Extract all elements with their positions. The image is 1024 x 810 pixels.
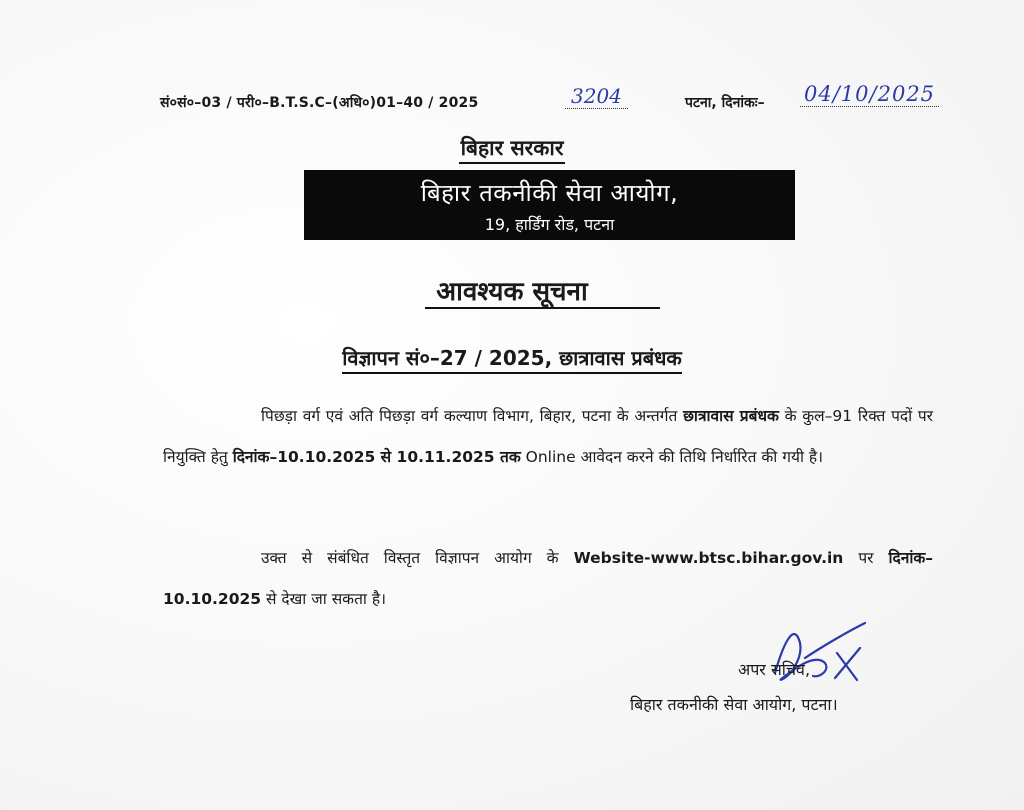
paragraph-schedule: पिछड़ा वर्ग एवं अति पिछड़ा वर्ग कल्याण विभाग, बिहार, पटना के अन्तर्गत छात्रावास प्रबंधक के कुल–91 रिक्त पदों पर नियुक्ति हेतु दिनांक–10.10.2025 से 10.11.2025 तक Online आवेदन करने की तिथि निर्धारित की गयी है। — [163, 407, 933, 466]
commission-address: 19, हार्डिंग रोड, पटना — [484, 215, 615, 234]
commission-name: बिहार तकनीकी सेवा आयोग, — [420, 179, 679, 207]
website-link[interactable]: Website-www.btsc.bihar.gov.in — [573, 549, 844, 567]
date-label: पटना, दिनांकः– — [685, 95, 765, 111]
handwritten-reference: 3204 — [565, 84, 628, 109]
handwritten-date: 04/10/2025 — [800, 82, 939, 107]
advertisement-heading: विज्ञापन सं०–27 / 2025, छात्रावास प्रबंधक — [0, 344, 1024, 371]
notice-title: आवश्यक सूचना — [436, 277, 588, 307]
reference-line — [160, 82, 960, 118]
signatory-office: बिहार तकनीकी सेवा आयोग, पटना। — [630, 695, 838, 714]
reference-number: सं०सं०–03 / परी०–B.T.S.C–(अधि०)01–40 / 2025 — [160, 95, 479, 111]
notice-underline — [425, 307, 660, 309]
commission-banner — [304, 170, 795, 240]
signatory-designation: अपर सचिव, — [738, 660, 811, 679]
government-heading: बिहार सरकार — [0, 134, 1024, 162]
paragraph-website: उक्त से संबंधित विस्तृत विज्ञापन आयोग के Website-www.btsc.bihar.gov.in पर दिनांक–10.10.2025 से देखा जा सकता है। — [163, 549, 933, 608]
